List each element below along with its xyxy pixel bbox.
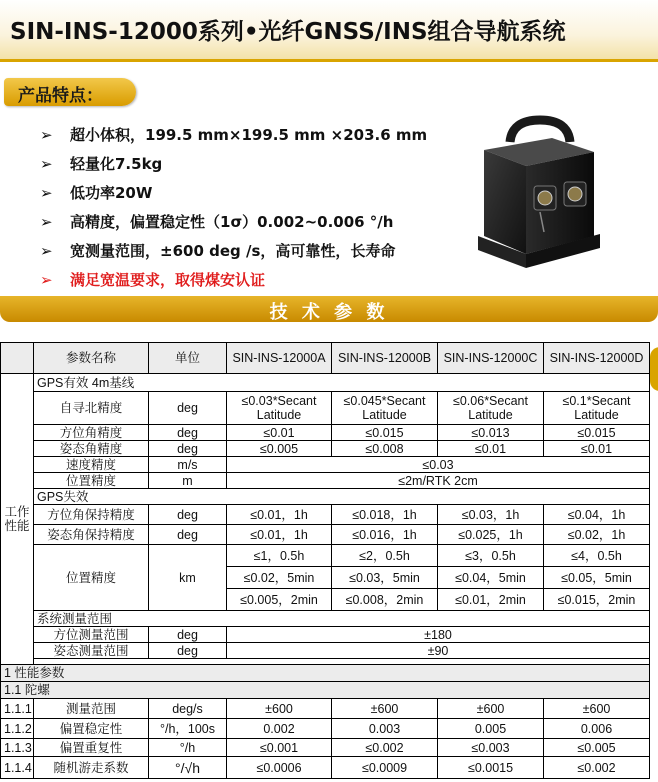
value-a: ≤0.01 xyxy=(227,425,332,441)
row-id: 1.1.3 xyxy=(1,739,34,757)
value-a: ≤0.001 xyxy=(227,739,332,757)
gps-valid-label: GPS有效 4m基线 xyxy=(34,374,650,392)
table-row xyxy=(1,425,650,441)
title-banner xyxy=(0,0,658,62)
feature-text: 低功率20W xyxy=(70,184,153,202)
value-b: 0.003 xyxy=(332,719,438,739)
value-b: ≤0.008 xyxy=(332,441,438,457)
feature-text: 超小体积，199.5 mm×199.5 mm ×203.6 mm xyxy=(70,126,428,144)
value-c: ≤0.0015 xyxy=(438,757,544,779)
param-name: 偏置稳定性 xyxy=(34,719,149,739)
value-b: ±600 xyxy=(332,699,438,719)
value-a: ≤0.02，5min xyxy=(227,567,332,589)
param-name: 随机游走系数 xyxy=(34,757,149,779)
table-row xyxy=(1,457,650,473)
value-a: ≤0.01，1h xyxy=(227,525,332,545)
param-unit: °/h xyxy=(149,739,227,757)
arrow-bullet-icon: ➢ xyxy=(40,125,53,144)
value-b: ≤0.045*Secant Latitude xyxy=(332,392,438,425)
table-row xyxy=(1,682,650,699)
value-d: ≤0.02，1h xyxy=(544,525,650,545)
working-perf-label: 工作性能 xyxy=(1,374,34,665)
param-unit: m xyxy=(149,473,227,489)
page-title: SIN-INS-12000系列•光纤GNSS/INS组合导航系统 xyxy=(10,19,566,45)
table-row xyxy=(1,392,650,425)
decorative-tab xyxy=(650,347,658,391)
table-row xyxy=(1,627,650,643)
param-name: 姿态角精度 xyxy=(34,441,149,457)
value-d: ≤0.015，2min xyxy=(544,589,650,611)
table-row xyxy=(1,505,650,525)
value-a: ±600 xyxy=(227,699,332,719)
arrow-bullet-icon: ➢ xyxy=(40,241,53,260)
header-model-d: SIN-INS-12000D xyxy=(544,343,650,374)
param-unit: °/h，100s xyxy=(149,719,227,739)
header-unit: 单位 xyxy=(149,343,227,374)
header-model-b: SIN-INS-12000B xyxy=(332,343,438,374)
param-unit: deg xyxy=(149,505,227,525)
feature-item xyxy=(40,207,460,236)
value-a: ≤0.01，1h xyxy=(227,505,332,525)
table-header-row xyxy=(1,343,650,374)
table-row xyxy=(1,665,650,682)
table-row xyxy=(1,699,650,719)
value-d: 0.006 xyxy=(544,719,650,739)
arrow-bullet-icon: ➢ xyxy=(40,212,53,231)
value-all: ≤2m/RTK 2cm xyxy=(227,473,650,489)
table-row xyxy=(1,374,650,392)
value-a: ≤0.0006 xyxy=(227,757,332,779)
table-row xyxy=(1,525,650,545)
param-name: 自寻北精度 xyxy=(34,392,149,425)
value-c: ≤3，0.5h xyxy=(438,545,544,567)
value-c: ≤0.04，5min xyxy=(438,567,544,589)
value-d: ≤0.005 xyxy=(544,739,650,757)
table-row xyxy=(1,739,650,757)
value-a: ≤1，0.5h xyxy=(227,545,332,567)
gyro-title: 1.1 陀螺 xyxy=(1,682,650,699)
param-unit: m/s xyxy=(149,457,227,473)
value-all: ±180 xyxy=(227,627,650,643)
value-a: ≤0.005，2min xyxy=(227,589,332,611)
feature-text: 宽测量范围，±600 deg /s，高可靠性，长寿命 xyxy=(70,242,396,260)
param-unit: deg xyxy=(149,627,227,643)
value-d: ≤0.01 xyxy=(544,441,650,457)
param-unit: km xyxy=(149,545,227,611)
param-name: 姿态测量范围 xyxy=(34,643,149,659)
param-name: 速度精度 xyxy=(34,457,149,473)
table-row xyxy=(1,719,650,739)
param-name: 姿态角保持精度 xyxy=(34,525,149,545)
param-unit: deg xyxy=(149,425,227,441)
table-row xyxy=(1,441,650,457)
product-photo xyxy=(470,112,606,272)
arrow-bullet-icon: ➢ xyxy=(40,183,53,202)
row-id: 1.1.4 xyxy=(1,757,34,779)
feature-text: 轻量化7.5kg xyxy=(70,155,163,173)
table-row xyxy=(1,643,650,659)
param-unit: deg xyxy=(149,643,227,659)
row-id: 1.1.1 xyxy=(1,699,34,719)
value-d: ≤0.002 xyxy=(544,757,650,779)
value-c: ≤0.003 xyxy=(438,739,544,757)
value-a: ≤0.005 xyxy=(227,441,332,457)
features-heading-pill xyxy=(4,78,136,106)
value-b: ≤0.008，2min xyxy=(332,589,438,611)
table-row xyxy=(1,611,650,627)
value-a: 0.002 xyxy=(227,719,332,739)
param-unit: deg/s xyxy=(149,699,227,719)
value-d: ≤0.05，5min xyxy=(544,567,650,589)
value-b: ≤0.015 xyxy=(332,425,438,441)
value-d: ±600 xyxy=(544,699,650,719)
value-d: ≤0.1*Secant Latitude xyxy=(544,392,650,425)
param-name: 方位角精度 xyxy=(34,425,149,441)
perf-title: 1 性能参数 xyxy=(1,665,650,682)
value-b: ≤0.0009 xyxy=(332,757,438,779)
header-param: 参数名称 xyxy=(34,343,149,374)
value-all: ≤0.03 xyxy=(227,457,650,473)
param-unit: deg xyxy=(149,441,227,457)
value-c: ≤0.025，1h xyxy=(438,525,544,545)
table-row xyxy=(1,473,650,489)
value-b: ≤2，0.5h xyxy=(332,545,438,567)
header-model-c: SIN-INS-12000C xyxy=(438,343,544,374)
feature-item xyxy=(40,236,460,265)
value-b: ≤0.03，5min xyxy=(332,567,438,589)
range-title: 系统测量范围 xyxy=(34,611,650,627)
table-row xyxy=(1,545,650,567)
value-d: ≤0.015 xyxy=(544,425,650,441)
feature-list xyxy=(40,120,460,294)
table-row xyxy=(1,757,650,779)
feature-text: 满足宽温要求，取得煤安认证 xyxy=(70,271,266,289)
value-b: ≤0.018，1h xyxy=(332,505,438,525)
value-b: ≤0.016，1h xyxy=(332,525,438,545)
feature-item xyxy=(40,120,460,149)
value-c: ≤0.01，2min xyxy=(438,589,544,611)
row-id: 1.1.2 xyxy=(1,719,34,739)
value-c: ±600 xyxy=(438,699,544,719)
value-all: ±90 xyxy=(227,643,650,659)
value-c: ≤0.03，1h xyxy=(438,505,544,525)
param-name: 位置精度 xyxy=(34,545,149,611)
value-a: ≤0.03*Secant Latitude xyxy=(227,392,332,425)
param-name: 方位角保持精度 xyxy=(34,505,149,525)
value-d: ≤0.04，1h xyxy=(544,505,650,525)
value-c: ≤0.01 xyxy=(438,441,544,457)
param-unit: deg xyxy=(149,525,227,545)
value-c: ≤0.013 xyxy=(438,425,544,441)
value-c: ≤0.06*Secant Latitude xyxy=(438,392,544,425)
gps-lost-label: GPS失效 xyxy=(34,489,650,505)
header-model-a: SIN-INS-12000A xyxy=(227,343,332,374)
arrow-bullet-icon: ➢ xyxy=(40,270,53,289)
features-heading: 产品特点： xyxy=(18,86,103,106)
param-name: 偏置重复性 xyxy=(34,739,149,757)
feature-item-highlight xyxy=(40,265,460,294)
spec-heading: 技 术 参 数 xyxy=(269,302,389,323)
value-c: 0.005 xyxy=(438,719,544,739)
param-unit: °/√h xyxy=(149,757,227,779)
spec-heading-bar xyxy=(0,296,658,322)
table-row xyxy=(1,489,650,505)
param-name: 测量范围 xyxy=(34,699,149,719)
param-name: 位置精度 xyxy=(34,473,149,489)
value-d: ≤4，0.5h xyxy=(544,545,650,567)
feature-item xyxy=(40,178,460,207)
param-unit: deg xyxy=(149,392,227,425)
spec-table xyxy=(0,342,650,779)
arrow-bullet-icon: ➢ xyxy=(40,154,53,173)
feature-item xyxy=(40,149,460,178)
param-name: 方位测量范围 xyxy=(34,627,149,643)
value-b: ≤0.002 xyxy=(332,739,438,757)
feature-text: 高精度，偏置稳定性（1σ）0.002~0.006 °/h xyxy=(70,213,394,231)
